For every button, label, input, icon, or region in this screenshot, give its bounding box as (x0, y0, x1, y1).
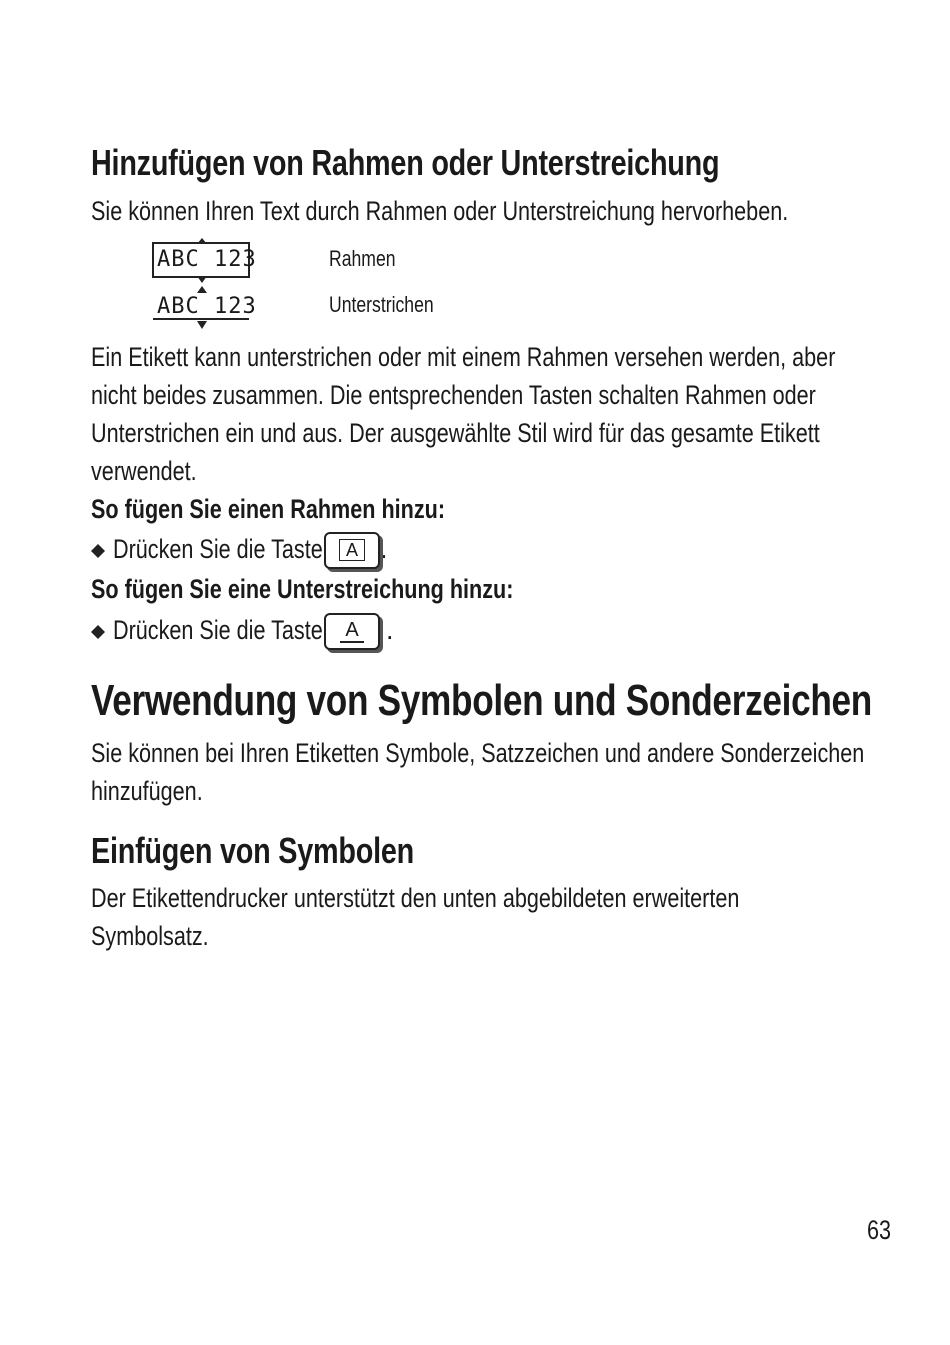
framed-sample-text: ABC 123 (157, 247, 257, 272)
diamond-bullet-icon (91, 625, 105, 639)
underline-instruction-step: Drücken Sie die Taste A . (91, 611, 394, 650)
frame-key-icon: A (324, 532, 380, 569)
frame-instruction-step: Drücken Sie die Taste A . (91, 530, 388, 569)
symbols-body: Sie können bei Ihren Etiketten Symbole, Satzzeichen und andere Sonderzeichen hinzufügen. (91, 738, 865, 806)
underline-instruction-title: So fügen Sie eine Unterstreichung hinzu: (91, 574, 514, 604)
section-heading-insert-symbols: Einfügen von Symbolen (91, 830, 414, 871)
section-intro: Sie können Ihren Text durch Rahmen oder Unterstreichung hervorheben. (91, 196, 789, 226)
insert-symbols-body: Der Etikettendrucker unterstützt den unten abgebildeten erweiterten Symbolsatz. (91, 883, 740, 951)
diamond-bullet-icon (91, 544, 105, 558)
example-label-underlined: Unterstrichen (329, 292, 434, 317)
section-heading-frames: Hinzufügen von Rahmen oder Unterstreichung (91, 142, 720, 183)
underline-key-icon: A (324, 613, 380, 650)
frame-instruction-title: So fügen Sie einen Rahmen hinzu: (91, 494, 446, 524)
example-label-framed: Rahmen (329, 246, 396, 271)
underlined-sample-text: ABC 123 (157, 294, 257, 319)
section-body: Ein Etikett kann unterstrichen oder mit einem Rahmen versehen werden, aber nicht beides zusammen. Die entsprechenden Tasten schalten Rahmen oder Unterstrichen ein und aus. Der ausgewählte Stil wird für das gesamte Etikett verwendet. (91, 342, 836, 486)
section-heading-symbols: Verwendung von Symbolen und Sonderzeichen (91, 676, 872, 725)
page-number: 63 (867, 1215, 892, 1245)
